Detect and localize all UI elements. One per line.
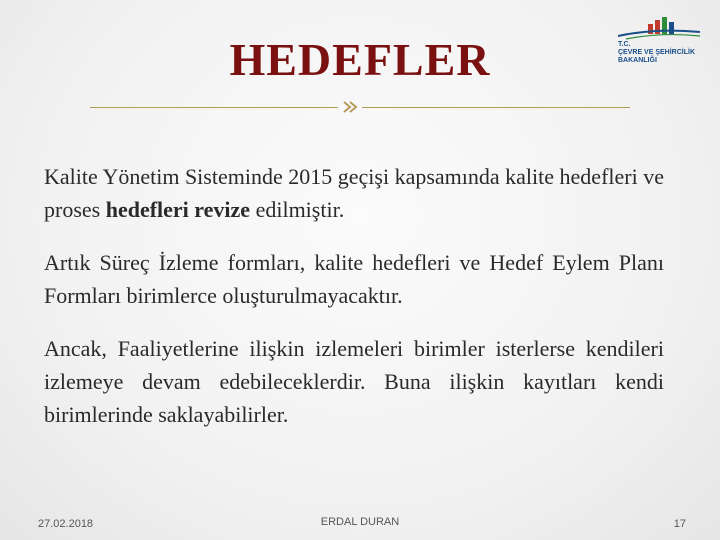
- paragraph-1-text-b: edilmiştir.: [250, 197, 345, 222]
- paragraph-3: Ancak, Faaliyetlerine ilişkin izlemeleri birimler isterlerse kendileri izlemeye devam edebileceklerdir. Buna ilişkin kayıtları kendi birimlerinde saklayabilirler.: [44, 336, 664, 427]
- slide-body: [44, 160, 664, 451]
- paragraph-1-bold: hedefleri revize: [105, 197, 251, 222]
- divider-line-right: [362, 107, 630, 108]
- logo-text-line3: BAKANLIĞI: [618, 57, 657, 64]
- divider-ornament-icon: [342, 100, 358, 114]
- logo-text-line1: T.C.: [618, 41, 631, 48]
- title-divider: [90, 100, 630, 114]
- paragraph-1-text-a: Kalite Yönetim Sisteminde 2015 geçişi kapsamında kalite hedefleri ve proses: [44, 164, 664, 222]
- footer-author: ERDAL DURAN: [320, 516, 400, 528]
- divider-line-left: [90, 107, 338, 108]
- paragraph-1: [44, 160, 664, 226]
- paragraph-2: Artık Süreç İzleme formları, kalite hedefleri ve Hedef Eylem Planı Formları birimlerce oluşturulmayacaktır.: [44, 250, 664, 308]
- logo-swoosh-icon: [616, 26, 702, 40]
- page-number: 17: [673, 518, 686, 530]
- logo-text-line2: ÇEVRE VE ŞEHİRCİLİK: [618, 49, 696, 56]
- ministry-logo: [614, 16, 704, 68]
- slide-title: HEDEFLER: [229, 34, 491, 85]
- footer-date: 27.02.2018: [38, 518, 94, 530]
